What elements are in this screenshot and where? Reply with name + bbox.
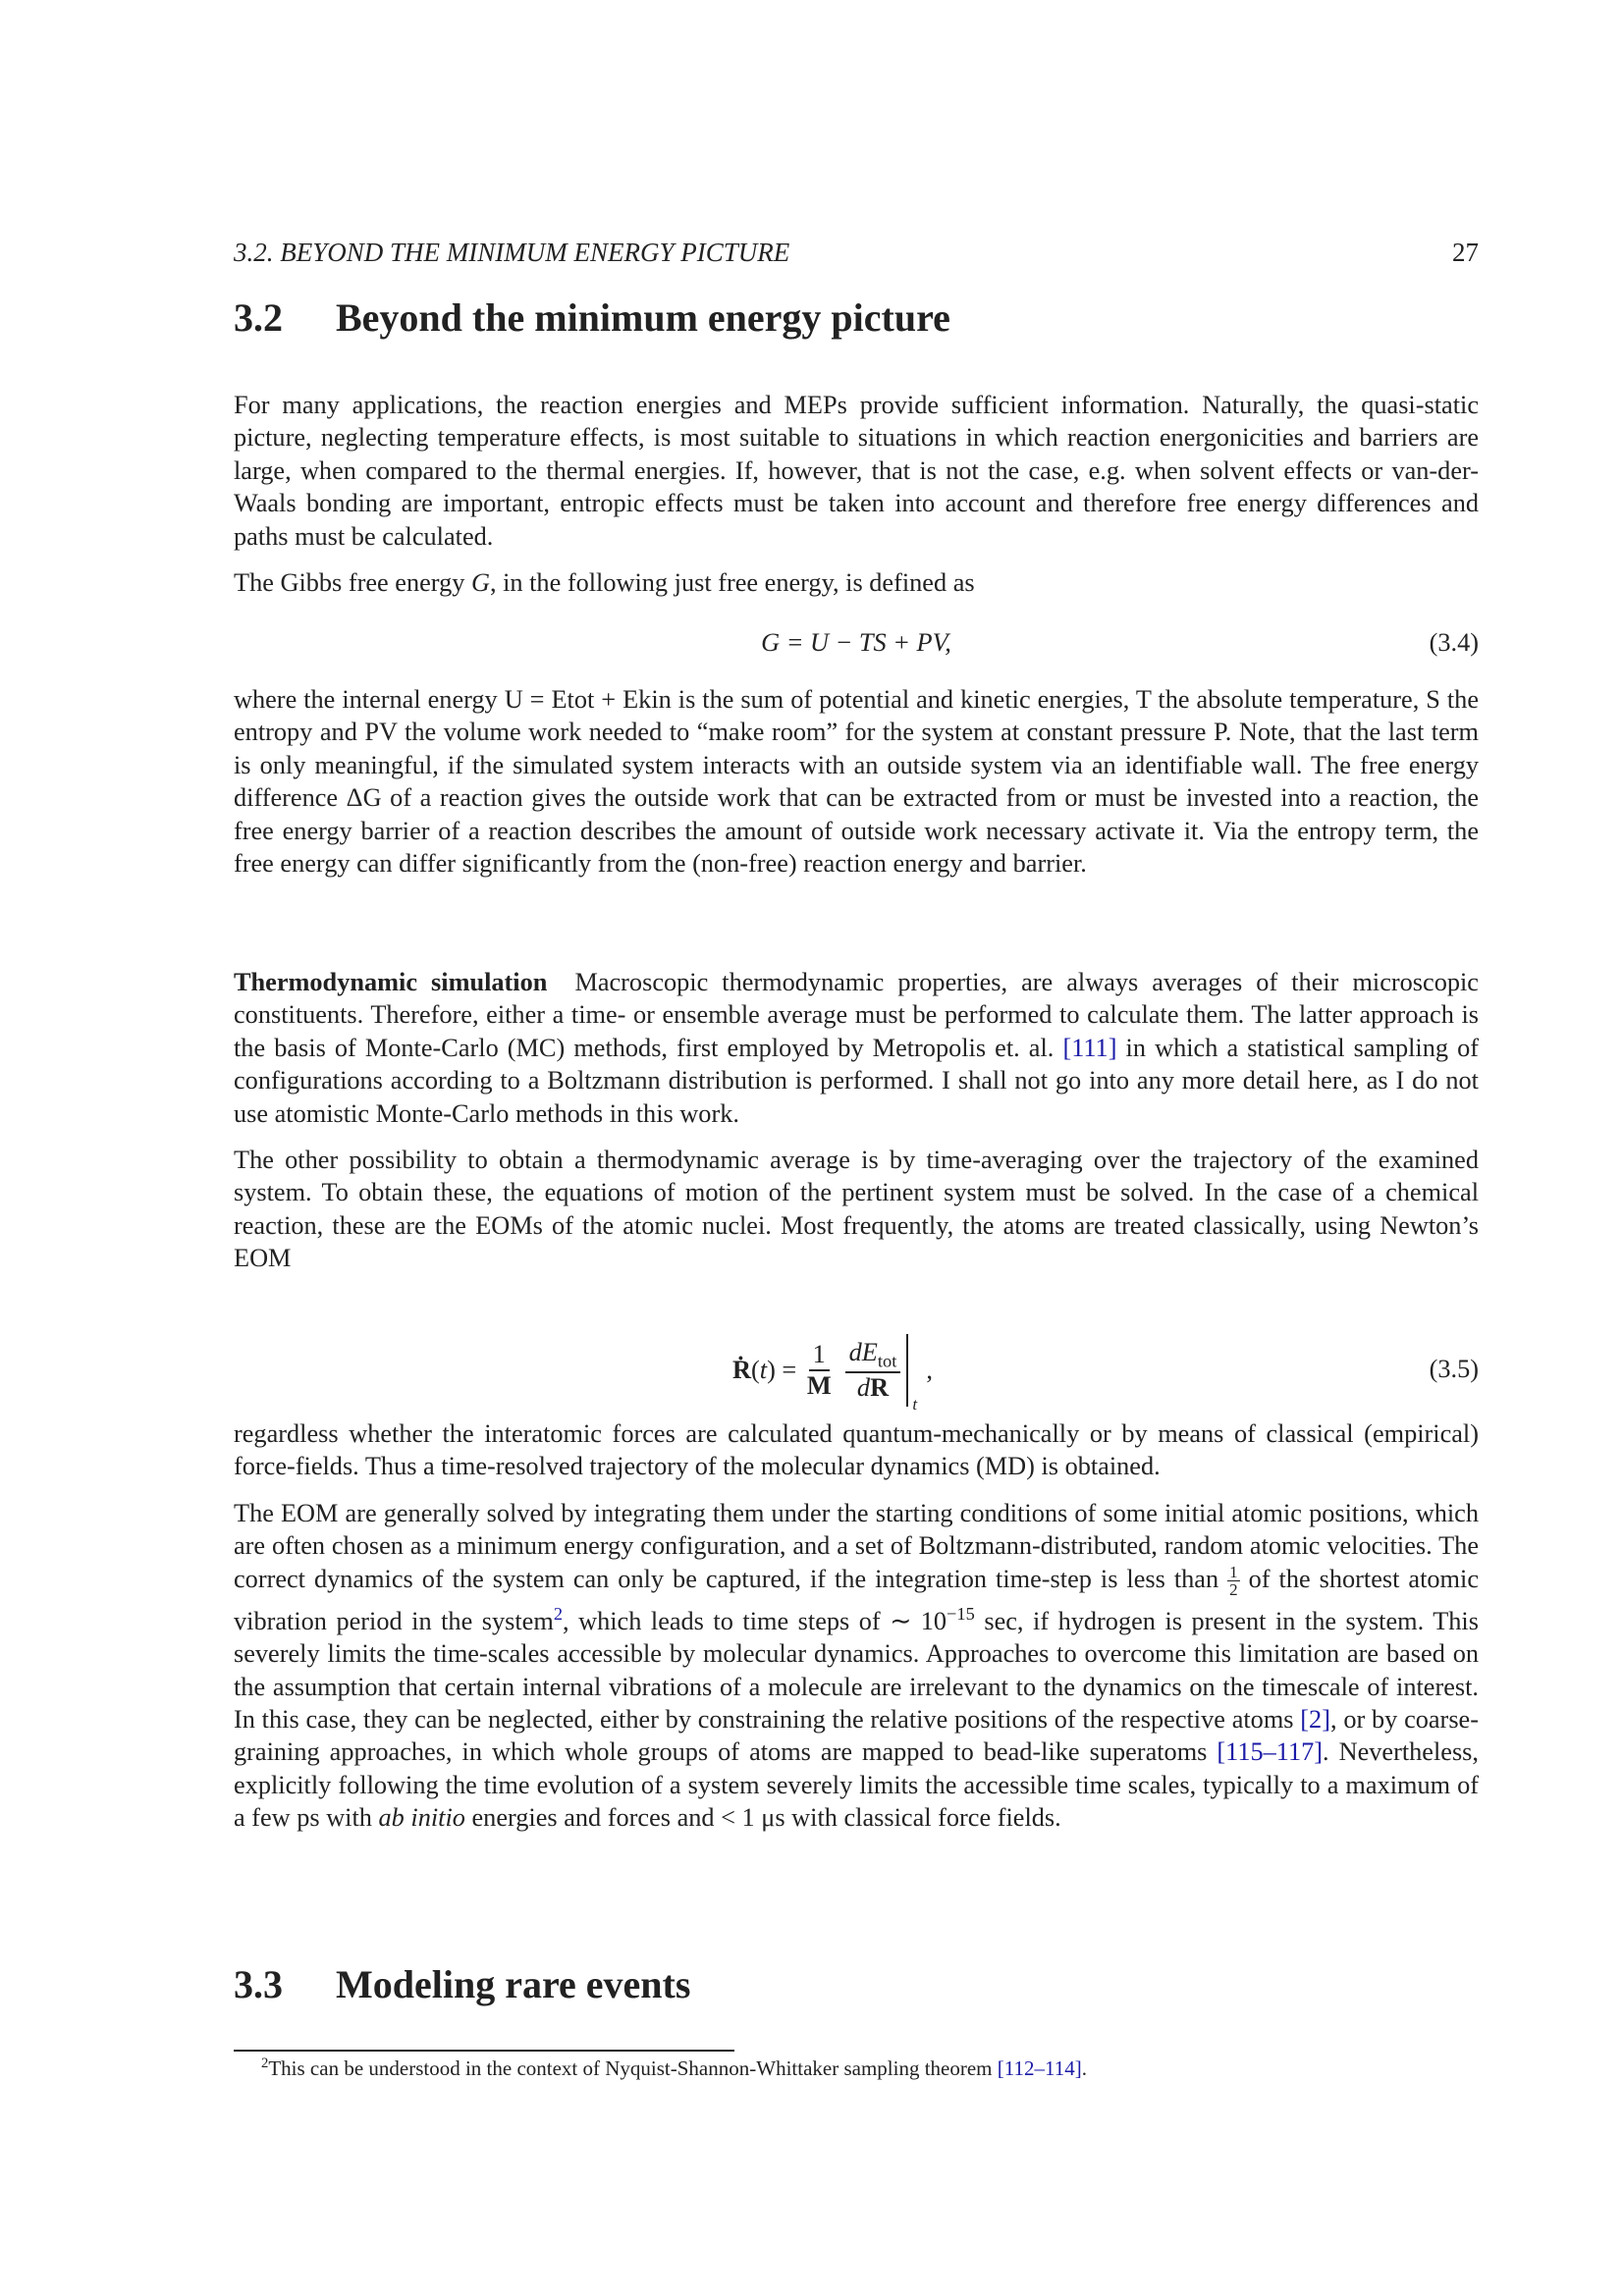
paragraph: The Gibbs free energy G, in the following just free energy, is defined as <box>234 568 975 598</box>
equation-body: G = U − TS + PV, <box>761 628 951 657</box>
running-header <box>234 238 1479 268</box>
thermo-section <box>234 966 1479 1275</box>
paragraph: The other possibility to obtain a thermodynamic average is by time-averaging over the trajectory of the examined system. To obtain these, the equations of motion of the pertinent system must be solved. In the case of a chemical reaction, these are the EOMs of the atomic nuclei. Most frequently, the atoms are treated classically, using Newton’s EOM <box>234 1146 1479 1273</box>
citation-link[interactable]: [2] <box>1300 1705 1330 1735</box>
page-number: 27 <box>1452 238 1479 267</box>
running-title: 3.2. BEYOND THE MINIMUM ENERGY PICTURE <box>234 238 790 267</box>
equation-tag: (3.4) <box>1429 628 1479 657</box>
footnote-mark: 2 <box>261 2056 269 2071</box>
footnote-divider <box>234 2050 734 2052</box>
section-heading-3-2 <box>234 294 950 341</box>
paragraph-heading: Thermodynamic simulation <box>234 968 548 996</box>
citation-link[interactable]: [112–114] <box>997 2056 1082 2080</box>
equation-body: Ṙ (t) = $\frac{1}{M}$ $\frac{dE_{tot}}{dR}$ t , <box>732 1329 933 1412</box>
section-title: Modeling rare events <box>336 1962 691 2006</box>
paragraph: For many applications, the reaction energies and MEPs provide sufficient information. Naturally, the quasi-static picture, neglecting temperature effects, is most suitable to situations in which reaction energonicities and barriers are large, when compared to the thermal energies. If, however, that is not the case, e.g. when solvent effects or van-der-Waals bonding are important, entropic effects must be taken into account and therefore free energy differences and paths must be calculated. <box>234 391 1479 551</box>
section-number: 3.2 <box>234 295 283 340</box>
citation-link[interactable]: [111] <box>1062 1033 1117 1062</box>
section-3-2-body-cont <box>234 683 1479 880</box>
thermo-section-cont <box>234 1417 1479 1835</box>
citation-link[interactable]: [115–117] <box>1217 1737 1324 1767</box>
footnote-marker[interactable]: 2 <box>553 1604 564 1625</box>
paragraph: Thermodynamic simulation Macroscopic thermodynamic properties, are always averages of their microscopic constituents. Therefore, either a time- or ensemble average must be performed to calculate them. The latter approach is the basis of Monte-Carlo (MC) methods, first employed by Metropolis et. al. [111] in which a statistical sampling of configurations according to a Boltzmann distribution is performed. I shall not go into any more detail here, as I do not use atomistic Monte-Carlo methods in this work. <box>234 968 1480 1128</box>
section-3-2-body <box>234 389 1479 599</box>
paragraph: regardless whether the interatomic forces are calculated quantum-mechanically or by means of classical (empirical) force-fields. Thus a time-resolved trajectory of the molecular dynamics (MD) is obtained. <box>234 1419 1479 1481</box>
section-number: 3.3 <box>234 1962 283 2006</box>
footnote: $^2$This can be understood in the context of Nyquist-Shannon-Whittaker sampling theorem [112–114]. <box>261 2056 1087 2080</box>
paragraph: The EOM are generally solved by integrating them under the starting conditions of some initial atomic positions, which are often chosen as a minimum energy configuration, and a set of Boltzmann-distributed, random atomic velocities. The correct dynamics of the system can only be captured, if the integration time-step is less than $\frac{1}{2}$ of the shortest atomic vibration period in the system$^2$, which leads to time steps of ∼ $10^{-15}$ sec, if hydrogen is present in the system. This severely limits the time-scales accessible by molecular dynamics. Approaches to overcome this limitation are based on the assumption that certain internal vibrations of a molecule are irrelevant to the dynamics on the timescale of interest. In this case, they can be neglected, either by constraining the relative positions of the respective atoms [2], or by coarse-graining approaches, in which whole groups of atoms are mapped to bead-like superatoms [115–117]. Nevertheless, explicitly following the time evolution of a system severely limits the accessible time scales, typically to a maximum of a few ps with ab initio energies and forces and < 1 μs with classical force fields. <box>234 1498 1479 1833</box>
section-title: Beyond the minimum energy picture <box>336 295 950 340</box>
equation-tag: (3.5) <box>1429 1355 1479 1383</box>
section-heading-3-3 <box>234 1961 690 2007</box>
paragraph: where the internal energy U = Etot + Ekin is the sum of potential and kinetic energies, T the absolute temperature, S the entropy and PV the volume work needed to “make room” for the system at constant pressure P. Note, that the last term is only meaningful, if the simulated system interacts with an outside system via an identifiable wall. The free energy difference ΔG of a reaction gives the outside work that can be extracted from or must be invested into a reaction, the free energy barrier of a reaction describes the amount of outside work necessary activate it. Via the entropy term, the free energy can differ significantly from the (non-free) reaction energy and barrier. <box>234 685 1479 879</box>
fraction-one-half: $\frac{1}{2}$ <box>1229 1563 1238 1600</box>
equation-3-5 <box>234 1329 1479 1412</box>
